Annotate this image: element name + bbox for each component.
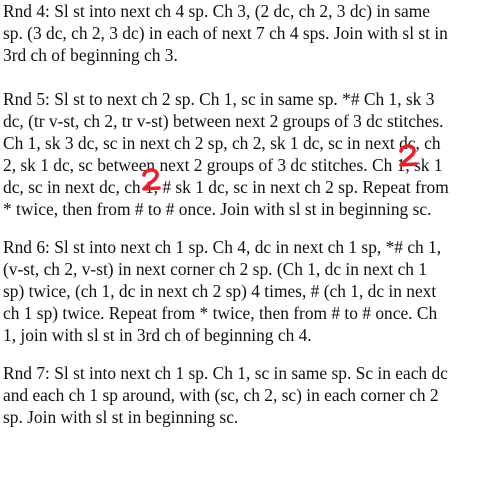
- text-line: 1, join with sl st in 3rd ch of beginning ch 4.: [3, 325, 312, 345]
- text-line: Rnd 4: Sl st into next ch 4 sp. Ch 3, (2 dc, ch 2, 3 dc) in same: [3, 1, 430, 21]
- text-line: sp) twice, (ch 1, dc in next ch 2 sp) 4 times, # (ch 1, dc in next: [3, 281, 437, 301]
- text-line: sp. (3 dc, ch 2, 3 dc) in each of next 7 ch 4 sps. Join with sl st in: [3, 23, 448, 43]
- text-line: sp. Join with sl st in beginning sc.: [3, 407, 239, 427]
- text-line: ch 1 sp) twice. Repeat from * twice, then from # to # once. Ch: [3, 303, 438, 323]
- text-line: dc, (tr v-st, ch 2, tr v-st) between next 2 groups of 3 dc stitches.: [3, 111, 444, 131]
- text-line: Rnd 7: Sl st into next ch 1 sp. Ch 1, sc in same sp. Sc in each dc: [3, 363, 448, 383]
- text-line: 3rd ch of beginning ch 3.: [3, 45, 178, 65]
- text-line: and each ch 1 sp around, with (sc, ch 2, sc) in each corner ch 2: [3, 385, 439, 405]
- text-line: (v-st, ch 2, v-st) in next corner ch 2 sp. (Ch 1, dc in next ch 1: [3, 259, 428, 279]
- text-line: Ch 1, sk 3 dc, sc in next ch 2 sp, ch 2, sk 1 dc, sc in next dc, ch: [3, 133, 441, 153]
- round-4-instructions: [3, 0, 479, 66]
- round-7-instructions: [3, 362, 479, 428]
- text-line: Rnd 5: Sl st to next ch 2 sp. Ch 1, sc in same sp. *# Ch 1, sk 3: [3, 89, 435, 109]
- round-6-instructions: [3, 236, 479, 346]
- round-5-instructions: [3, 88, 479, 220]
- text-line: * twice, then from # to # once. Join with sl st in beginning sc.: [3, 199, 432, 219]
- text-line: 2, sk 1 dc, sc between next 2 groups of 3 dc stitches. Ch 1, sk 1: [3, 155, 443, 175]
- text-line: Rnd 6: Sl st into next ch 1 sp. Ch 4, dc in next ch 1 sp, *# ch 1,: [3, 237, 442, 257]
- text-line: dc, sc in next dc, ch 1, # sk 1 dc, sc in next ch 2 sp. Repeat from: [3, 177, 449, 197]
